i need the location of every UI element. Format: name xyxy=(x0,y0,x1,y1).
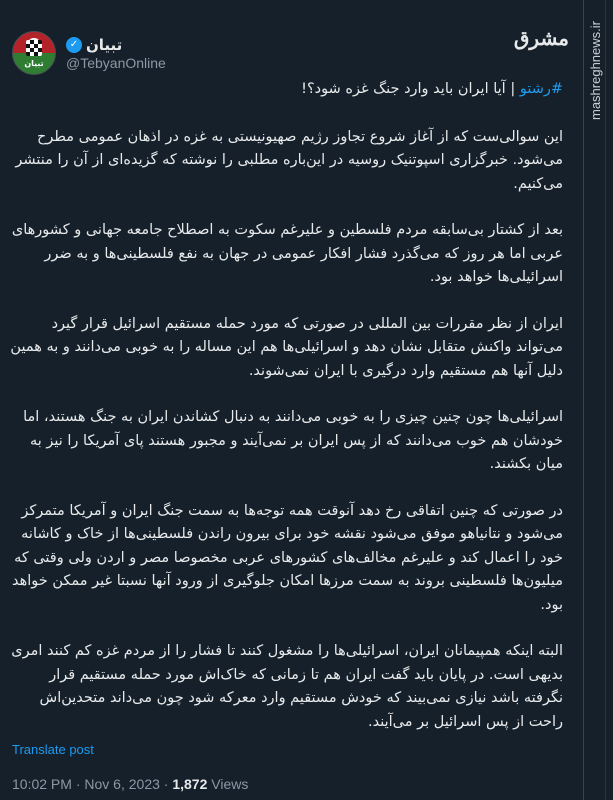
author-handle[interactable]: @TebyanOnline xyxy=(66,54,166,71)
mashregh-logo: مشرق xyxy=(513,26,569,50)
meta-separator: · xyxy=(71,776,85,792)
post-time[interactable]: 10:02 PM xyxy=(12,776,72,792)
views-count: 1,872 xyxy=(172,776,208,792)
paragraph: بعد از کشتار بی‌سابقه مردم فلسطین و علیرغم سکوت به اصطلاح جامعه جهانی و کشورهای عربی اما هر روز که می‌گذرد فشار افکار عمومی در جهان به نفع فلسطینی‌ها و به ضرر اسرائیلی‌ها خواهد بود. xyxy=(11,222,563,285)
avatar-logo-icon xyxy=(26,40,42,56)
views-label: Views xyxy=(207,776,249,792)
tweet-body xyxy=(10,78,563,757)
paragraph: البته اینکه همپیمانان ایران، اسرائیلی‌ها را مشغول کنند تا فشار را از مردم غزه کم کنند امری بدیهی است. در پایان باید گفت ایران هم تا زمانی که خاک‌اش مورد حمله مستقیم قرار نگرفته باشد نیازی نمی‌بیند که خودش مستقیم وارد معرکه شود چون می‌داند متحدین‌اش راحت از پس اسرائیل بر می‌آیند. xyxy=(11,643,563,730)
tweet-title xyxy=(10,78,563,102)
avatar[interactable] xyxy=(12,31,56,75)
tweet-header xyxy=(12,28,166,78)
post-date[interactable]: Nov 6, 2023 xyxy=(84,776,160,792)
translate-post-link[interactable]: Translate post xyxy=(12,742,94,757)
paragraph: این سوالی‌ست که از آغاز شروع تجاوز رژیم صهیونیستی به غزه در اذهان عمومی مطرح می‌شود. خبرگزاری اسپوتنیک روسیه در این‌باره مطلبی را نوشته که گزیده‌ای از آن را منتشر می‌کنیم. xyxy=(15,128,563,192)
verified-badge-icon: ✓ xyxy=(66,37,82,53)
author-info xyxy=(66,36,166,71)
watermark-text: mashreghnews.ir xyxy=(588,21,603,120)
watermark-strip xyxy=(584,0,613,800)
title-text: | آیا ایران باید وارد جنگ غزه شود؟! xyxy=(301,81,520,97)
paragraph: اسرائیلی‌ها چون چنین چیزی را به خوبی می‌دانند به دنبال کشاندن ایران به جنگ هستند، اما خودشان هم خوب می‌دانند که از پس ایران بر نمی‌آیند و مجبور هستند پای آمریکا را نیز به میان بکشند. xyxy=(23,409,563,472)
avatar-label: تبیان xyxy=(24,59,44,68)
meta-separator: · xyxy=(159,776,173,792)
display-name[interactable]: تبیان xyxy=(86,35,123,54)
name-row xyxy=(66,36,166,54)
hashtag-link[interactable]: #رشتو xyxy=(519,81,563,97)
paragraph: ایران از نظر مقررات بین المللی در صورتی که مورد حمله مستقیم اسرائیل قرار گیرد می‌تواند واکنش متقابل نشان دهد و اسرائیلی‌ها هم این مساله را به خوبی می‌دانند و به همین دلیل آنها هم مستقیم وارد درگیری با ایران نمی‌شوند. xyxy=(10,315,563,379)
scrollbar-track[interactable] xyxy=(605,0,606,800)
paragraph: در صورتی که چنین اتفاقی رخ دهد آنوقت همه توجه‌ها به سمت جنگ ایران و آمریکا متمرکز می‌شود و نتانیاهو موفق می‌شود نقشه خود برای بیرون راندن فلسطینی‌ها از خاک و کاشانه خود را اعمال کند و علیرغم مخالف‌های کشورهای عربی مخصوصا مصر و اردن ولی وقتی که میلیون‌ها فلسطینی بروند به سمت مرزها امکان جلوگیری از ورود آنها نسبتا غیر ممکن خواهد بود. xyxy=(12,502,563,613)
tweet-meta xyxy=(12,776,248,792)
